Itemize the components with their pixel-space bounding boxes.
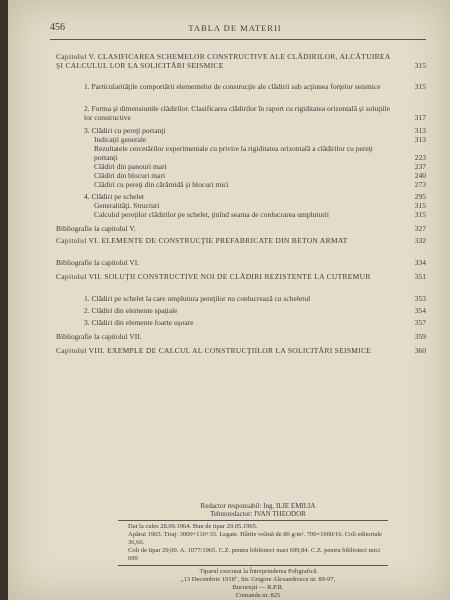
toc-entry-chapter-7: Capitolul VII. SOLUŢII CONSTRUCTIVE NOI DE CLĂDIRI REZISTENTE LA CUTREMUR 351 [56,272,426,281]
toc-entry: Generalităţi. Structuri 315 [94,201,426,210]
colophon-line: Dat la cules 28.09.1964. Bun de tipar 29.05.1965. [128,523,258,530]
toc-entry-5-1: 1. Particularităţile comportării elementelor de construcţie ale clădirii sub acţiunea forţelor seismice 315 [84,82,426,91]
colophon-line: Coli de tipar 29,00. A. 1077/1965. C.Z. pentru biblioteci mari 699,84. C.Z. pentru biblioteci mici 699 [128,547,381,562]
colophon-line: Apărut 1965. Tiraj: 3000+110+35. Legate. Hârtie velină de 80 g/m². 700×1000/16. Coli editoriale 36,60. [128,531,383,546]
toc-entry: Rezultatele cercetărilor experimentale cu privire la rigiditatea orizontală a clădirilor cu pereţi portanţi 223 [94,144,426,162]
page-header [50,22,420,36]
toc-entry-5-3: 3. Clădiri cu pereţi portanţi 313 [84,126,426,135]
toc-entry-bibliography-6: Bibliografie la capitolul VI. 334 [56,258,426,267]
toc-entry: Clădiri din panouri mari 237 [94,162,426,171]
printer-line: Comanda nr. 825 [235,592,281,599]
header-divider [50,39,426,40]
colophon-divider [118,520,388,521]
colophon-divider [118,565,388,566]
colophon-redactor: Redactor responsabil: Ing. ILIE EMILIA [200,502,316,510]
colophon-tehnoredactor: Tehnoredactor: IVAN THEODOR [210,510,306,518]
toc-entry-7-3: 3. Clădiri din elemente foarte uşoare 357 [84,318,426,327]
printer-line: Bucureşti — R.P.R. [232,584,284,591]
page-number: 456 [50,22,65,33]
running-title: TABLA DE MATERII [188,23,282,33]
printer-line: „13 Decembrie 1918", Str. Grigore Alexandrescu nr. 89-97, [180,576,336,583]
toc-entry-5-4: 4. Clădiri pe schelet 295 [84,192,426,201]
book-page [8,0,450,600]
toc-entry-chapter-5: Capitolul V. CLASIFICAREA SCHEMELOR CONSTRUCTIVE ALE CLĂDIRILOR, ALCĂTUIREA ŞI CALCULUL LOR LA SOLICITĂRI SEISMICE 315 [56,52,426,70]
toc-entry-bibliography-5: Bibliografie la capitolul V. 327 [56,224,426,233]
toc-entry-7-1: 1. Clădiri pe schelet la care umplutura pereţilor nu conlucrează cu scheletul 353 [84,294,426,303]
toc-entry: Clădiri cu pereţi din cărămidă şi blocuri mici 273 [94,180,426,189]
toc-entry-chapter-6: Capitolul VI. ELEMENTE DE CONSTRUCŢIE PREFABRICATE DIN BETON ARMAT 332 [56,236,426,245]
toc-entry: Calculul pereţilor clădirilor pe schelet, ţinînd seama de conlucrarea umpluturii 315 [94,210,426,219]
toc-entry-bibliography-7: Bibliografie la capitolul VII. 359 [56,332,426,341]
toc-entry: Indicaţii generale 313 [94,135,426,144]
toc-entry-chapter-8: Capitolul VIII. EXEMPLE DE CALCUL AL CONSTRUCŢIILOR LA SOLICITĂRI SEISMICE 360 [56,346,426,355]
toc-entry-7-2: 2. Clădiri din elemente spaţiale 354 [84,306,426,315]
toc-entry-5-2: 2. Forma şi dimensiunile clădirilor. Clasificarea clădirilor în raport cu rigiditatea orizontală şi soluţiile lor constructive 317 [84,104,426,122]
toc-entry: Clădiri din blocuri mari 240 [94,171,426,180]
printer-line: Tiparul executat la Întreprinderea Poligrafică [199,568,317,575]
